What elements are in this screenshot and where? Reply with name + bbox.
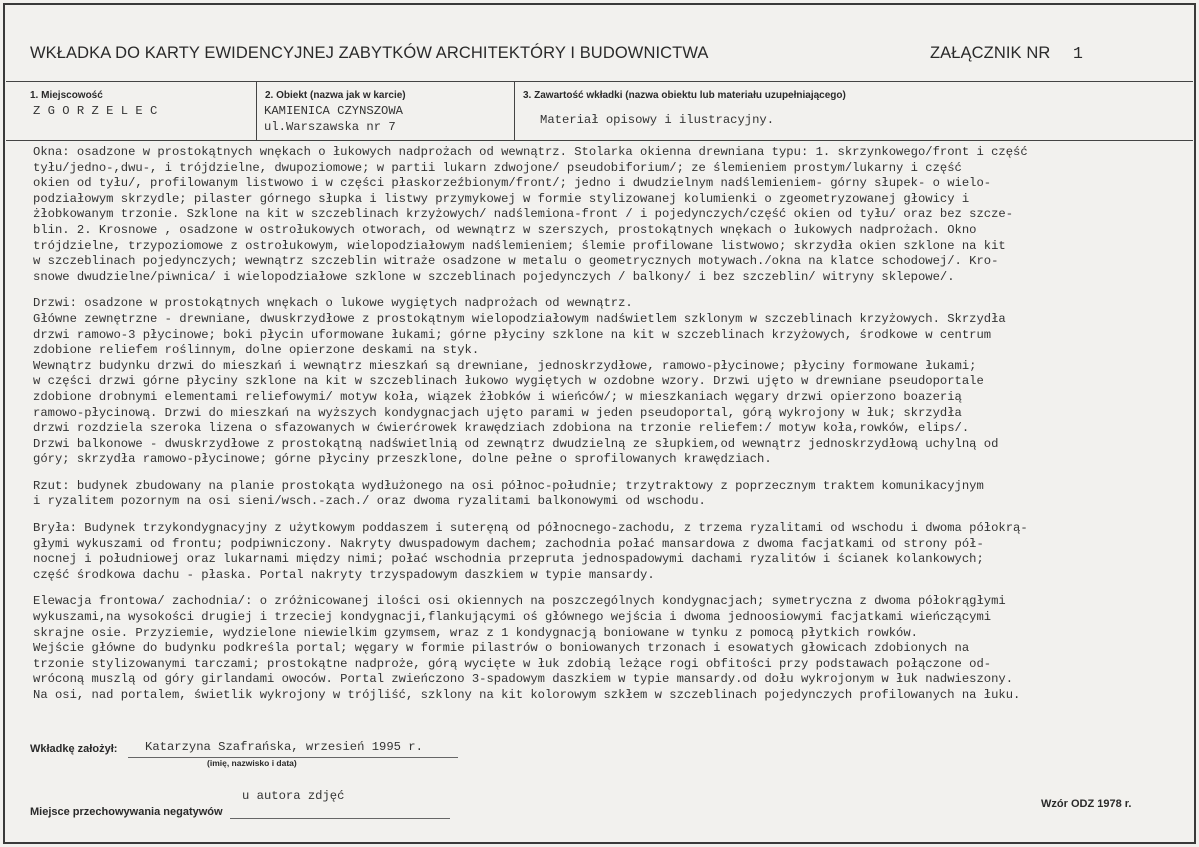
text-line: tyłu/jedno-,dwu-, i trójdzielne, dwupoziomowe; w partii lukarn zdwojone/ pseudobiforium/; ze ślemieniem prostym/lukarny i część xyxy=(33,160,962,175)
section-windows xyxy=(33,145,1175,285)
text-line: wykuszami,na wysokości drugiej i trzeciej kondygnacji,flankującymi oś głównego wejścia i dwoma jednoosiowymi facjatkami wieńczącymi xyxy=(33,610,992,625)
text-line: trójdzielne, trzypoziomowe z ostrołukowym, wielopodziałowym nadślemieniem; ślemie profilowane listwowo; skrzydła okien szklone na kit xyxy=(33,238,1006,253)
text-line: głymi wykuszami od frontu; podpiwniczony. Nakryty dwuspadowym dachem; zachodnia połać mansardowa z dwoma facjatkami od strony pół- xyxy=(33,536,984,551)
form-header xyxy=(30,44,1170,66)
text-line: Wewnątrz budynku drzwi do mieszkań i wewnątrz mieszkań są drewniane, jednoskrzydłowe, ramowo-płycinowe; płyciny formowane łukami; xyxy=(33,358,977,373)
text-line: Na osi, nad portalem, świetlik wykrojony w trójliść, szklony na kit kolorowym szkłem w szczeblinach pojedynczych profilowanych na łuku. xyxy=(33,688,1021,702)
text-line: Wejście główne do budynku podkreśla portal; węgary w formie pilastrów o boniowanych trzonach i esowatych głowicach zdobionych na xyxy=(33,641,970,656)
text-line: żłobkowanym trzonie. Szklone na kit w szczeblinach krzyżowych/ nadślemiona-front / i pojedynczych/część okien od tyłu/ oraz bez szcze- xyxy=(33,207,1014,222)
text-line: w części drzwi górne płyciny szklone na kit w szczeblinach łukowo wygiętych w ozdobne wzory. Drzwi ujęto w drewniane pseudoportale xyxy=(33,374,984,389)
place-value: Z G O R Z E L E C xyxy=(33,104,158,118)
text-line: drzwi rozdziela szeroka lizena o sfazowanych w ćwierćrowek krawędziach zdobiona na trzonie reliefem:/ motyw koła,rowków, elips/. xyxy=(33,421,970,436)
object-label: 2. Obiekt (nazwa jak w karcie) xyxy=(265,90,406,101)
author-sublabel: (imię, nazwisko i data) xyxy=(207,758,297,768)
annex-number: 1 xyxy=(1073,44,1084,63)
text-line: drzwi ramowo-3 płycinowe; boki płycin uformowane łukami; górne płyciny szklone na kit w szczeblinach krzyżowych, środkowe w centrum xyxy=(33,327,992,342)
section-massing xyxy=(33,521,1175,583)
text-line: Drzwi: osadzone w prostokątnych wnękach o lukowe wygiętych nadprożach od wewnątrz. xyxy=(33,296,633,311)
text-line: góry; skrzydła ramowo-płycinowe; górne płyciny przeszklone, dolne pełne o sprofilowanych krawędziach. xyxy=(33,452,772,467)
fields-rule xyxy=(6,140,1193,141)
negatives-value: u autora zdjęć xyxy=(242,789,345,803)
text-line: snowe dwudzielne/piwnica/ i wielopodziałowe szklone w szczeblinach pojedynczych / balkony/ i bez szczeblin/ witryny sklepowe/. xyxy=(33,269,955,284)
text-line: część środkowa dachu - płaska. Portal nakryty trzyspadowym daszkiem w typie mansardy. xyxy=(33,567,655,582)
annex-label: ZAŁĄCZNIK NR xyxy=(930,44,1051,62)
text-line: ramowo-płycinową. Drzwi do mieszkań na wyższych kondygnacjach ujęto parami w jeden pseudoportal, górą wykrojony w łuk; skrzydła xyxy=(33,405,962,420)
content-value: Materiał opisowy i ilustracyjny. xyxy=(540,113,775,127)
text-line: i ryzalitem pozornym na osi sieni/wsch.-zach./ oraz dwoma ryzalitami balkonowymi od wschodu. xyxy=(33,494,706,509)
field-divider-2 xyxy=(514,82,515,140)
object-value-address: ul.Warszawska nr 7 xyxy=(264,120,396,134)
text-line: Drzwi balkonowe - dwuskrzydłowe z prostokątną nadświetlnią od zewnątrz dwudzielną ze słupkiem,od wewnątrz jednoskrzydłową uchylną od xyxy=(33,436,999,451)
text-line: trzonie stylizowanymi tarczami; prostokątne nadproże, górą wycięte w łuk zdobią leżące rogi obfitości przy podstawach połączone od- xyxy=(33,656,992,671)
text-line: wróconą muszlą od góry girlandami owoców. Portal zwieńczono 3-spadowym daszkiem w typie mansardy.od dołu wykrojonym w łuk nadwieszony. xyxy=(33,672,1014,687)
text-line: Główne zewnętrzne - drewniane, dwuskrzydłowe z prostokątnym wielopodziałowym nadświetlem szklonym w szczeblinach krzyżowych. Skrzydła xyxy=(33,311,1006,326)
text-line: skrajne osie. Przyziemie, wydzielone niewielkim gzymsem, wraz z 1 kondygnacją boniowane w tynku z pomocą płytkich rowków. xyxy=(33,625,918,640)
text-line: Okna: osadzone w prostokątnych wnękach o łukowych nadprożach od wewnątrz. Stolarka okienna drewniana typu: 1. skrzynkowego/front i część xyxy=(33,145,1028,159)
field-divider-1 xyxy=(256,82,257,140)
text-line: podziałowym skrzydle; pilaster górnego słupka i listwy przymykowej w formie stylizowanej kolumienki o zgeometryzowanej głowicy i xyxy=(33,191,970,206)
text-line: nocnej i południowej oraz lukarnami między nimi; połać wschodnia przepruta jednospadowymi dachami ryzalitów i ścianek kolankowych; xyxy=(33,552,984,567)
place-label: 1. Miejscowość xyxy=(30,90,103,101)
content-label: 3. Zawartość wkładki (nazwa obiektu lub materiału uzupełniającego) xyxy=(523,90,846,101)
text-line: zdobione reliefem roślinnym, dolne opierzone deskami na styk. xyxy=(33,343,480,358)
text-line: okien od tyłu/, profilowanym listwowo i w części płaskorzeźbionym/front/; jedno i dwudzielnym nadślemieniem- górny słupek- o wielo- xyxy=(33,176,992,191)
object-value-name: KAMIENICA CZYNSZOWA xyxy=(264,104,403,118)
author-value: Katarzyna Szafrańska, wrzesień 1995 r. xyxy=(145,740,423,754)
section-doors xyxy=(33,296,1175,468)
form-code: Wzór ODZ 1978 r. xyxy=(1041,798,1132,810)
text-line: blin. 2. Krosnowe , osadzone w ostrołukowych otworach, od wewnątrz w szerszych, prostokątnych wnękach o łukowych nadprożach. Okno xyxy=(33,222,977,237)
description-body xyxy=(33,145,1175,715)
text-line: Bryła: Budynek trzykondygnacyjny z użytkowym poddaszem i suteręną od północnego-zachodu, z trzema ryzalitami od wschodu i dwoma półokrą- xyxy=(33,521,1028,536)
negatives-underline xyxy=(230,818,450,819)
header-rule xyxy=(6,81,1193,82)
form-title: WKŁADKA DO KARTY EWIDENCYJNEJ ZABYTKÓW ARCHITEKTÓRY I BUDOWNICTWA xyxy=(30,44,709,62)
text-line: zdobione drobnymi elementami reliefowymi/ motyw koła, wiązek żłobków i wieńców/; w mieszkaniach węgary drzwi opierzono boazerią xyxy=(33,389,962,404)
negatives-label: Miejsce przechowywania negatywów xyxy=(30,806,223,818)
text-line: Rzut: budynek zbudowany na planie prostokąta wydłużonego na osi północ-południe; trzytraktowy z poprzecznym traktem komunikacyjnym xyxy=(33,478,984,493)
section-facade xyxy=(33,594,1175,703)
text-line: Elewacja frontowa/ zachodnia/: o zróżnicowanej ilości osi okiennych na poszczególnych kondygnacjach; symetryczna z dwoma półokrągłymi xyxy=(33,594,1006,609)
author-label: Wkładkę założył: xyxy=(30,743,118,755)
text-line: w szczeblinach pojedynczych; wewnątrz szczeblin witraże osadzone w metalu o geometrycznych motywach./okna na klatce schodowej/. Kro- xyxy=(33,254,999,269)
section-plan xyxy=(33,479,1175,510)
